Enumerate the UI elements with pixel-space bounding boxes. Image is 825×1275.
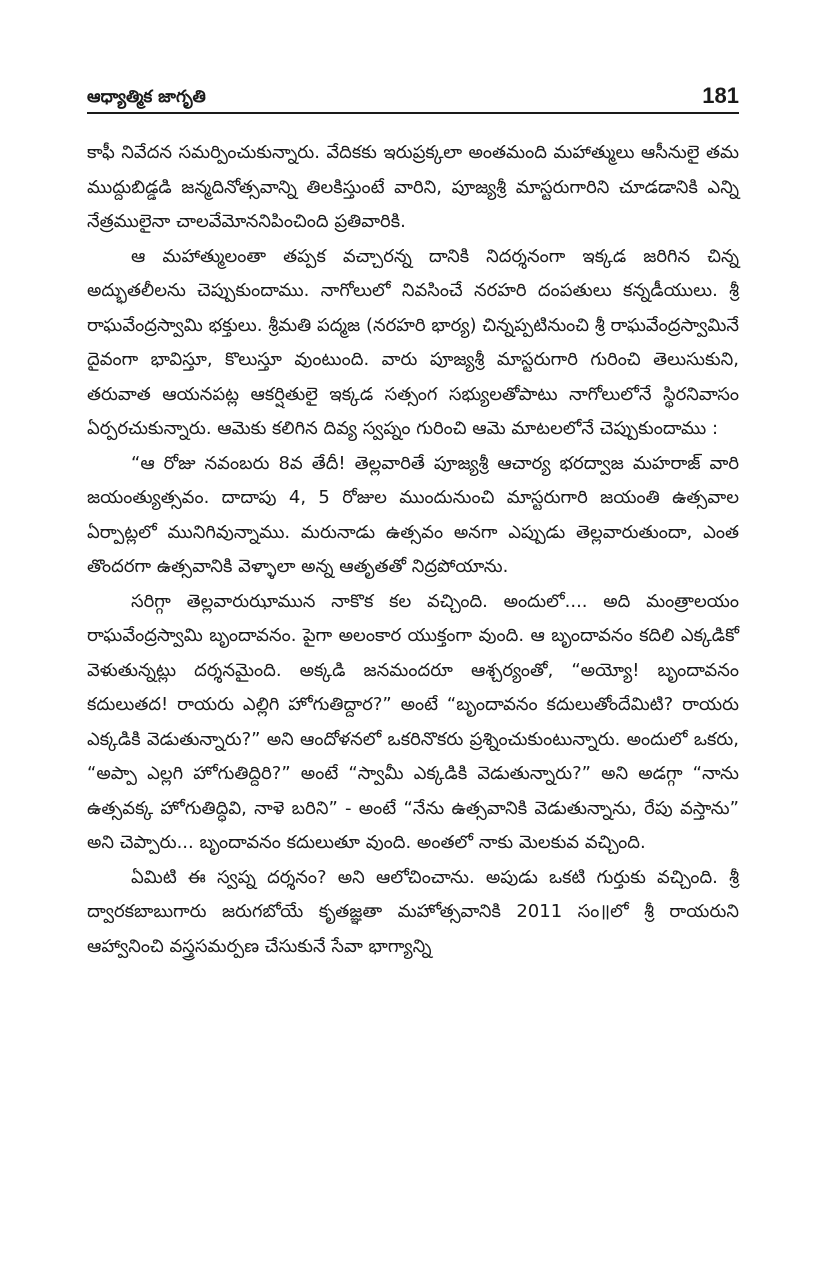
book-page [87,78,739,964]
running-title: ఆధ్యాత్మిక జాగృతి [87,87,206,107]
page-number: 181 [702,83,739,108]
paragraph-1: కాఫీ నివేదన సమర్పించుకున్నారు. వేదికకు ఇరుప్రక్కలా అంతమంది మహాత్ములు ఆసీనులై తమ ముద్దుబిడ్డడి జన్మదినోత్సవాన్ని తిలకిస్తుంటే వారిని, పూజ్యశ్రీ మాస్టరుగారిని చూడడానికి ఎన్ని నేత్రములైనా చాలవేమోననిపించింది ప్రతివారికి. [87,142,739,232]
paragraph-3: “ఆ రోజు నవంబరు 8వ తేదీ! తెల్లవారితే పూజ్యశ్రీ ఆచార్య భరద్వాజ మహరాజ్ వారి జయంత్యుత్సవం. దాదాపు 4, 5 రోజుల ముందునుంచి మాస్టరుగారి జయంతి ఉత్సవాల ఏర్పాట్లలో మునిగివున్నాము. మరునాడు ఉత్సవం అనగా ఎప్పుడు తెల్లవారుతుందా, ఎంత తొందరగా ఉత్సవానికి వెళ్ళాలా అన్న ఆతృతతో నిద్రపోయాను. [87,452,739,577]
paragraph-5: ఏమిటి ఈ స్వప్న దర్శనం? అని ఆలోచించాను. అపుడు ఒకటి గుర్తుకు వచ్చింది. శ్రీ ద్వారకబాబుగారు జరుగబోయే కృతజ్ఞతా మహోత్సవానికి 2011 సం॥లో శ్రీ రాయరుని ఆహ్వానించి వస్త్రసమర్పణ చేసుకునే సేవా భాగ్యాన్ని [87,866,739,957]
paragraph-2: ఆ మహాత్ములంతా తప్పక వచ్చారన్న దానికి నిదర్శనంగా ఇక్కడ జరిగిన చిన్న అద్భుతలీలను చెప్పుకుందాము. నాగోలులో నివసించే నరహరి దంపతులు కన్నడీయులు. శ్రీ రాఘవేంద్రస్వామి భక్తులు. శ్రీమతి పద్మజ (నరహరి భార్య) చిన్నప్పటినుంచి శ్రీ రాఘవేంద్రస్వామినే దైవంగా భావిస్తూ, కొలుస్తూ వుంటుంది. వారు పూజ్యశ్రీ మాస్టరుగారి గురించి తెలుసుకుని, తరువాత ఆయనపట్ల ఆకర్షితులై ఇక్కడ సత్సంగ సభ్యులతోపాటు నాగోలులోనే స్థిరనివాసం ఏర్పరచుకున్నారు. ఆమెకు కలిగిన దివ్య స్వప్నం గురించి ఆమె మాటలలోనే చెప్పుకుందాము : [87,245,739,439]
running-header [87,78,739,114]
body-text [87,136,739,964]
paragraph-4: సరిగ్గా తెల్లవారుఝామున నాకొక కల వచ్చింది. అందులో.... అది మంత్రాలయం రాఘవేంద్రస్వామి బృందావనం. పైగా అలంకార యుక్తంగా వుంది. ఆ బృందావనం కదిలి ఎక్కడికో వెళుతున్నట్లు దర్శనమైంది. అక్కడి జనమందరూ ఆశ్చర్యంతో, “అయ్యో! బృందావనం కదులుతద! రాయరు ఎల్లిగి హోగుతిద్దార?” అంటే “బృందావనం కదులుతోందేమిటి? రాయరు ఎక్కడికి వెడుతున్నారు?” అని ఆందోళనలో ఒకరినొకరు ప్రశ్నించుకుంటున్నారు. అందులో ఒకరు, “అప్పా ఎల్లగి హోగుతిద్దిరి?” అంటే “స్వామీ ఎక్కడికి వెడుతున్నారు?” అని అడగ్గా “నాను ఉత్సవక్క హోగుతిద్ధివి, నాళె బరిని” - అంటే “నేను ఉత్సవానికి వెడుతున్నాను, రేపు వస్తాను” అని చెప్పారు... బృందావనం కదులుతూ వుంది. అంతలో నాకు మెలకువ వచ్చింది. [87,590,739,853]
